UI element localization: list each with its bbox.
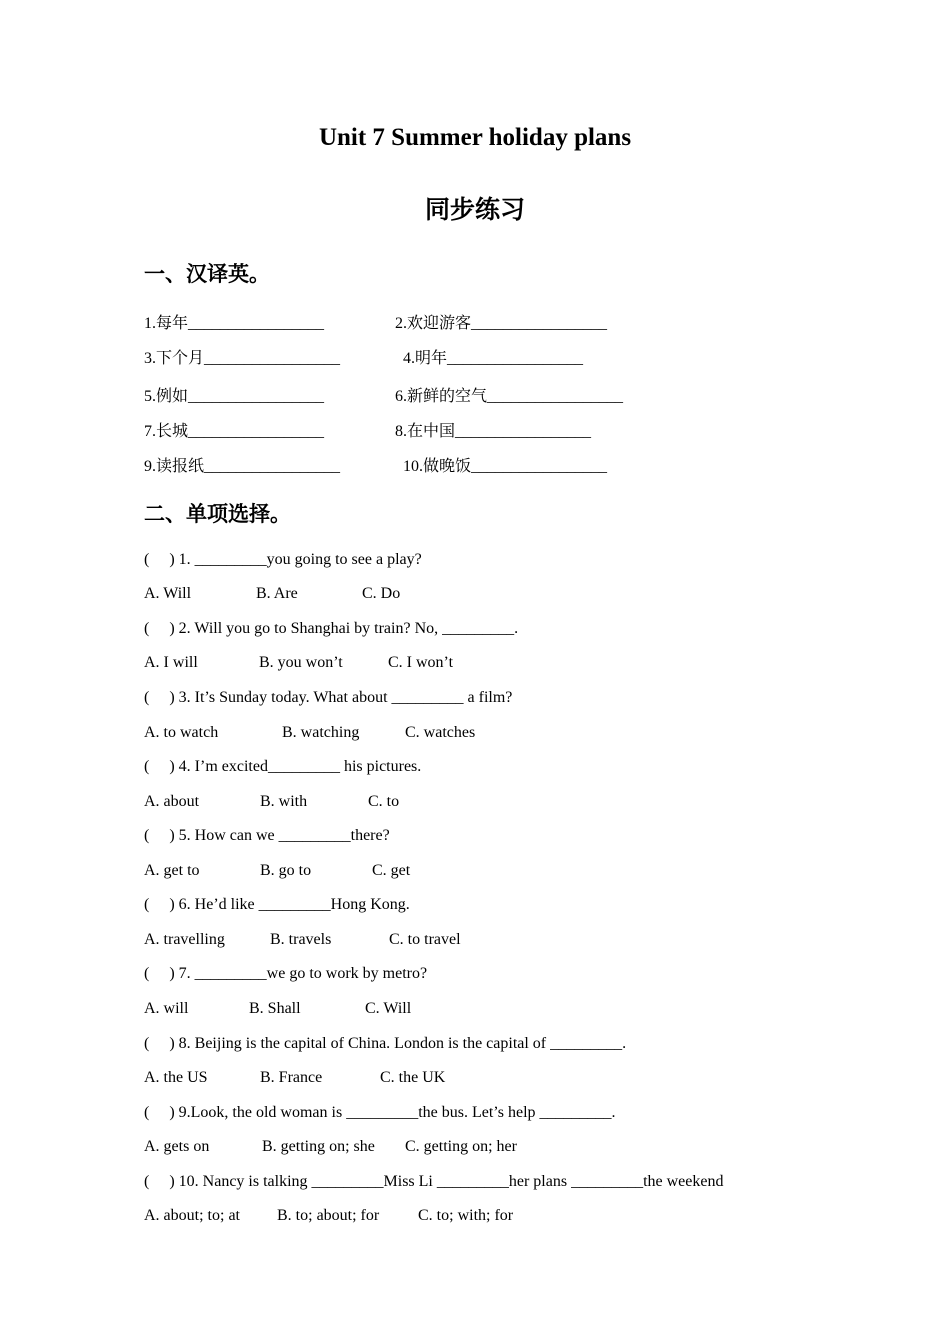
option-b: B. with bbox=[260, 793, 308, 810]
translation-item: 1.每年_________________ bbox=[144, 315, 325, 332]
question-stem: ( ) 8. Beijing is the capital of China. London is the capital of _________. bbox=[144, 1035, 627, 1052]
question-stem: ( ) 5. How can we _________there? bbox=[144, 827, 390, 844]
option-c: C. Will bbox=[365, 1000, 412, 1017]
option-a: A. about bbox=[144, 793, 200, 810]
option-a: A. travelling bbox=[144, 931, 225, 948]
option-a: A. get to bbox=[144, 862, 200, 879]
question-stem: ( ) 6. He’d like _________Hong Kong. bbox=[144, 896, 410, 913]
option-a: A. will bbox=[144, 1000, 189, 1017]
question-stem: ( ) 10. Nancy is talking _________Miss Li _________her plans _________the weekend bbox=[144, 1173, 724, 1190]
option-b: B. getting on; she bbox=[262, 1138, 375, 1155]
option-c: C. to bbox=[368, 793, 400, 810]
option-c: C. get bbox=[372, 862, 411, 879]
question-stem: ( ) 9.Look, the old woman is _________the bus. Let’s help _________. bbox=[144, 1104, 616, 1121]
translation-item: 3.下个月_________________ bbox=[144, 350, 341, 367]
translation-item: 8.在中国_________________ bbox=[395, 423, 592, 440]
option-b: B. travels bbox=[270, 931, 332, 948]
question-stem: ( ) 3. It’s Sunday today. What about _________ a film? bbox=[144, 689, 513, 706]
option-b: B. France bbox=[260, 1069, 323, 1086]
option-b: B. go to bbox=[260, 862, 312, 879]
option-a: A. to watch bbox=[144, 724, 219, 741]
option-c: C. I won’t bbox=[388, 654, 454, 671]
section-heading-translation: 一、汉译英。 bbox=[144, 262, 270, 286]
translation-item: 2.欢迎游客_________________ bbox=[395, 315, 608, 332]
page-subtitle: 同步练习 bbox=[424, 197, 525, 224]
option-b: B. Are bbox=[256, 585, 298, 602]
option-a: A. I will bbox=[144, 654, 198, 671]
option-a: A. the US bbox=[144, 1069, 208, 1086]
option-a: A. Will bbox=[144, 585, 192, 602]
translation-item: 4.明年_________________ bbox=[403, 350, 584, 367]
option-b: B. Shall bbox=[249, 1000, 301, 1017]
translation-item: 7.长城_________________ bbox=[144, 423, 325, 440]
question-stem: ( ) 4. I’m excited_________ his pictures. bbox=[144, 758, 422, 775]
option-c: C. Do bbox=[362, 585, 401, 602]
translation-item: 9.读报纸_________________ bbox=[144, 458, 341, 475]
section-heading-choice: 二、单项选择。 bbox=[144, 502, 291, 526]
option-b: B. to; about; for bbox=[277, 1207, 380, 1224]
question-stem: ( ) 1. _________you going to see a play? bbox=[144, 551, 422, 568]
question-stem: ( ) 7. _________we go to work by metro? bbox=[144, 965, 428, 982]
page-title: Unit 7 Summer holiday plans bbox=[318, 124, 632, 151]
option-c: C. to travel bbox=[389, 931, 461, 948]
option-c: C. to; with; for bbox=[418, 1207, 514, 1224]
translation-item: 10.做晚饭_________________ bbox=[403, 458, 608, 475]
option-a: A. gets on bbox=[144, 1138, 210, 1155]
option-c: C. getting on; her bbox=[405, 1138, 517, 1155]
option-c: C. the UK bbox=[380, 1069, 446, 1086]
option-a: A. about; to; at bbox=[144, 1207, 240, 1224]
translation-item: 6.新鲜的空气_________________ bbox=[395, 388, 624, 405]
option-b: B. you won’t bbox=[259, 654, 343, 671]
option-b: B. watching bbox=[282, 724, 360, 741]
question-stem: ( ) 2. Will you go to Shanghai by train? No, _________. bbox=[144, 620, 519, 637]
option-c: C. watches bbox=[405, 724, 476, 741]
translation-item: 5.例如_________________ bbox=[144, 388, 325, 405]
